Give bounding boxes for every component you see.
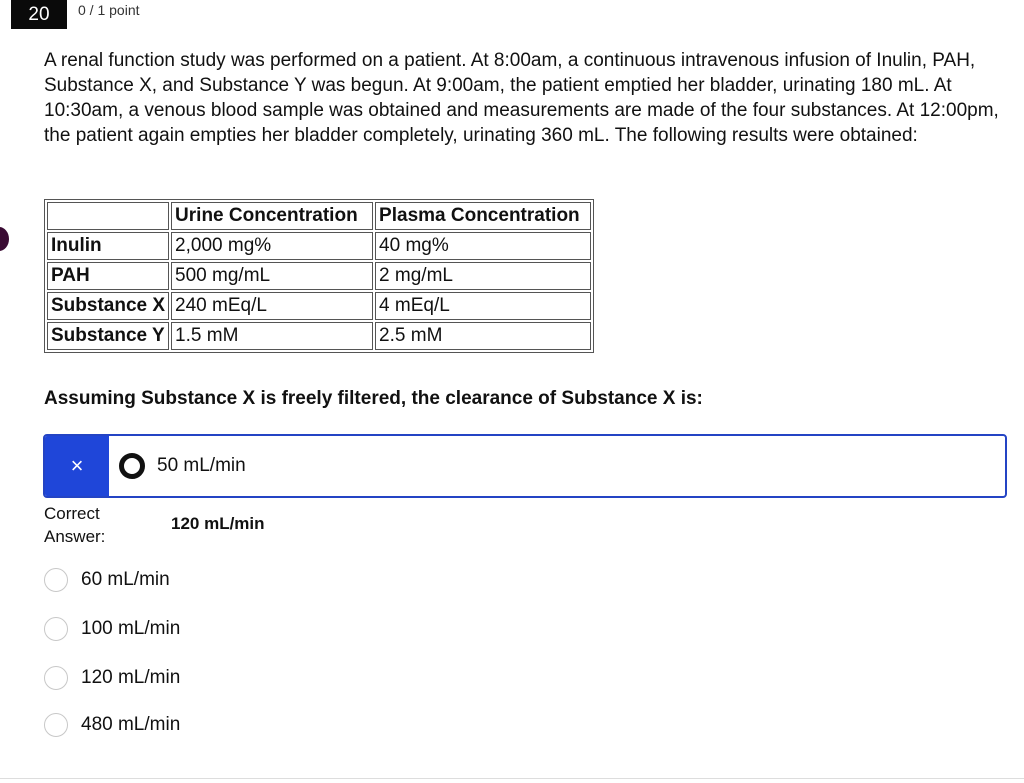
answer-option-label: 120 mL/min: [81, 667, 181, 688]
answer-option-label: 480 mL/min: [81, 714, 181, 735]
answer-option-label: 60 mL/min: [81, 569, 170, 590]
table-row-header: Substance Y: [47, 322, 169, 350]
table-row-header: Substance X: [47, 292, 169, 320]
correct-answer-label-line2: Answer:: [44, 527, 106, 546]
incorrect-icon: ×: [45, 436, 109, 496]
table-row: [47, 322, 591, 350]
answer-option-label: 100 mL/min: [81, 618, 181, 639]
radio-button[interactable]: [44, 568, 68, 592]
points-score: 0 / 1 point: [78, 2, 140, 18]
table-header-row: [47, 202, 591, 230]
table-row-header: PAH: [47, 262, 169, 290]
answer-option[interactable]: [44, 617, 180, 641]
answer-option[interactable]: [44, 666, 180, 690]
table-cell: 4 mEq/L: [375, 292, 591, 320]
table-row: [47, 292, 591, 320]
radio-button[interactable]: [44, 713, 68, 737]
table-cell: 40 mg%: [375, 232, 591, 260]
radio-button[interactable]: [44, 617, 68, 641]
table-cell: 2 mg/mL: [375, 262, 591, 290]
table-cell: 2,000 mg%: [171, 232, 373, 260]
question-stem: A renal function study was performed on a patient. At 8:00am, a continuous intravenous infusion of Inulin, PAH, Substance X, and Substance Y was begun. At 9:00am, the patient emptied her bladder, urinating 180 mL. At 10:30am, a venous blood sample was obtained and measurements are made of the four substances. At 12:00pm, the patient again empties her bladder completely, urinating 360 mL. The following results were obtained:: [44, 50, 999, 146]
question-number-badge: 20: [11, 0, 67, 29]
correct-answer-label: [44, 502, 105, 548]
table-header-cell: Plasma Concentration: [375, 202, 591, 230]
radio-button[interactable]: [44, 666, 68, 690]
table-row: [47, 232, 591, 260]
side-marker: [0, 227, 9, 251]
table-row-header: Inulin: [47, 232, 169, 260]
table-cell: 500 mg/mL: [171, 262, 373, 290]
table-row: [47, 262, 591, 290]
correct-answer-value: 120 mL/min: [171, 514, 265, 533]
table-header-cell: Urine Concentration: [171, 202, 373, 230]
answer-option[interactable]: [44, 713, 180, 737]
table-cell: 1.5 mM: [171, 322, 373, 350]
selected-answer-option[interactable]: [43, 434, 1007, 498]
table-cell: 2.5 mM: [375, 322, 591, 350]
radio-selected-icon[interactable]: [119, 453, 145, 479]
answer-option[interactable]: [44, 568, 170, 592]
selected-answer-label: 50 mL/min: [157, 455, 246, 476]
table-cell: 240 mEq/L: [171, 292, 373, 320]
question-prompt: Assuming Substance X is freely filtered, the clearance of Substance X is:: [44, 388, 703, 409]
table-header-cell: [47, 202, 169, 230]
results-table: [44, 199, 594, 353]
correct-answer-label-line1: Correct: [44, 504, 100, 523]
divider: [0, 778, 1024, 779]
